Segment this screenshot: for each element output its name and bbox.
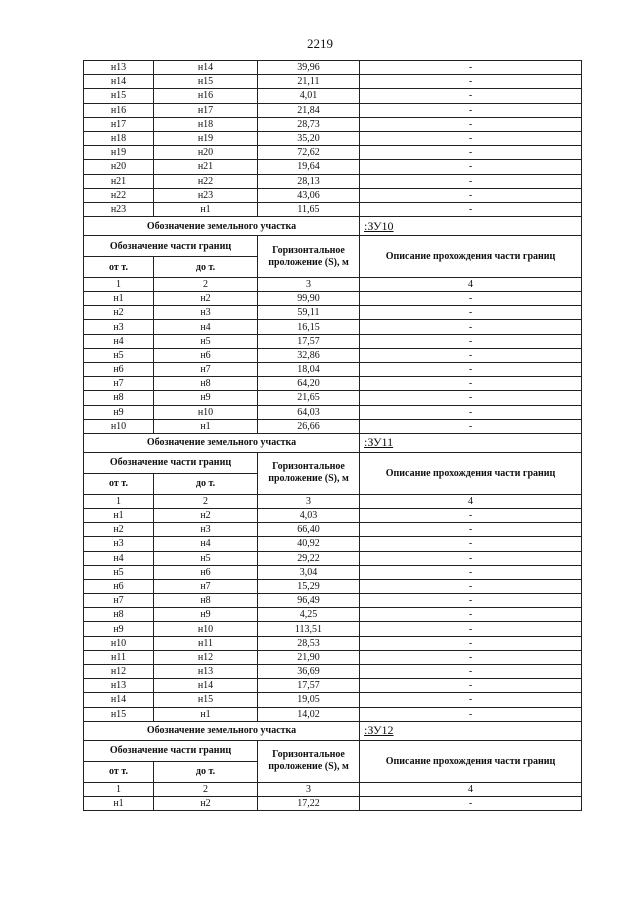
description-value: - (360, 594, 582, 608)
length-label: Горизонтальное проложение (S), м (258, 236, 360, 278)
length-value: 21,90 (258, 650, 360, 664)
from-point: н1 (84, 292, 154, 306)
to-label: до т. (154, 257, 258, 278)
to-point: н3 (154, 523, 258, 537)
to-point: н5 (154, 334, 258, 348)
length-value: 21,11 (258, 75, 360, 89)
description-value: - (360, 202, 582, 216)
length-value: 16,15 (258, 320, 360, 334)
description-value: - (360, 89, 582, 103)
table-row (84, 594, 582, 608)
table-row (84, 636, 582, 650)
length-value: 64,03 (258, 405, 360, 419)
to-point: н1 (154, 707, 258, 721)
table-row (84, 523, 582, 537)
to-point: н8 (154, 377, 258, 391)
table-row (84, 419, 582, 433)
part-label: Обозначение части границ (84, 236, 258, 257)
length-value: 19,05 (258, 693, 360, 707)
to-point: н3 (154, 306, 258, 320)
table-row (84, 174, 582, 188)
description-value: - (360, 131, 582, 145)
from-point: н7 (84, 594, 154, 608)
from-point: н5 (84, 348, 154, 362)
to-point: н21 (154, 160, 258, 174)
length-value: 99,90 (258, 292, 360, 306)
description-value: - (360, 636, 582, 650)
from-point: н10 (84, 636, 154, 650)
header-row (84, 452, 582, 473)
from-point: н21 (84, 174, 154, 188)
to-point: н16 (154, 89, 258, 103)
from-point: н1 (84, 796, 154, 810)
description-value: - (360, 188, 582, 202)
table-row (84, 405, 582, 419)
header-row (84, 236, 582, 257)
to-point: н2 (154, 292, 258, 306)
table-row (84, 320, 582, 334)
from-point: н23 (84, 202, 154, 216)
description-value: - (360, 679, 582, 693)
table-row (84, 131, 582, 145)
to-point: н4 (154, 320, 258, 334)
from-point: н8 (84, 608, 154, 622)
length-value: 28,53 (258, 636, 360, 650)
to-point: н2 (154, 796, 258, 810)
from-point: н6 (84, 579, 154, 593)
table-row (84, 377, 582, 391)
from-point: н4 (84, 551, 154, 565)
description-value: - (360, 665, 582, 679)
description-value: - (360, 320, 582, 334)
from-point: н9 (84, 405, 154, 419)
parcel-title-row (84, 433, 582, 452)
length-value: 4,01 (258, 89, 360, 103)
to-point: н14 (154, 679, 258, 693)
table-row (84, 188, 582, 202)
length-value: 28,13 (258, 174, 360, 188)
from-point: н14 (84, 693, 154, 707)
column-number-row (84, 278, 582, 292)
table-row (84, 160, 582, 174)
length-value: 4,03 (258, 508, 360, 522)
length-value: 17,57 (258, 334, 360, 348)
description-value: - (360, 419, 582, 433)
description-value: - (360, 707, 582, 721)
description-value: - (360, 391, 582, 405)
to-point: н22 (154, 174, 258, 188)
description-value: - (360, 146, 582, 160)
column-number: 1 (84, 782, 154, 796)
parcel-title-row (84, 721, 582, 740)
table-row (84, 292, 582, 306)
table-row (84, 707, 582, 721)
length-value: 36,69 (258, 665, 360, 679)
table-row (84, 679, 582, 693)
from-point: н14 (84, 75, 154, 89)
column-number: 2 (154, 278, 258, 292)
to-point: н9 (154, 608, 258, 622)
to-label: до т. (154, 473, 258, 494)
to-point: н20 (154, 146, 258, 160)
description-label: Описание прохождения части границ (360, 452, 582, 494)
from-label: от т. (84, 257, 154, 278)
from-point: н4 (84, 334, 154, 348)
description-value: - (360, 334, 582, 348)
to-point: н8 (154, 594, 258, 608)
column-number: 4 (360, 278, 582, 292)
description-value: - (360, 537, 582, 551)
from-point: н3 (84, 537, 154, 551)
length-value: 66,40 (258, 523, 360, 537)
from-point: н6 (84, 363, 154, 377)
table-row (84, 363, 582, 377)
header-row (84, 740, 582, 761)
length-label: Горизонтальное проложение (S), м (258, 452, 360, 494)
table-row (84, 650, 582, 664)
parcel-label: Обозначение земельного участка (84, 217, 360, 236)
from-point: н2 (84, 523, 154, 537)
description-value: - (360, 523, 582, 537)
boundary-table-body (84, 61, 582, 811)
part-label: Обозначение части границ (84, 452, 258, 473)
column-number: 4 (360, 494, 582, 508)
from-point: н20 (84, 160, 154, 174)
from-point: н15 (84, 707, 154, 721)
from-point: н2 (84, 306, 154, 320)
to-point: н11 (154, 636, 258, 650)
length-value: 40,92 (258, 537, 360, 551)
description-value: - (360, 508, 582, 522)
parcel-name: :ЗУ10 (360, 217, 582, 236)
length-value: 4,25 (258, 608, 360, 622)
to-point: н2 (154, 508, 258, 522)
table-row (84, 579, 582, 593)
from-point: н18 (84, 131, 154, 145)
table-row (84, 334, 582, 348)
description-value: - (360, 117, 582, 131)
to-point: н17 (154, 103, 258, 117)
length-value: 15,29 (258, 579, 360, 593)
to-point: н5 (154, 551, 258, 565)
length-label: Горизонтальное проложение (S), м (258, 740, 360, 782)
to-point: н1 (154, 202, 258, 216)
table-row (84, 622, 582, 636)
from-label: от т. (84, 473, 154, 494)
from-point: н12 (84, 665, 154, 679)
parcel-title-row (84, 217, 582, 236)
table-row (84, 103, 582, 117)
length-value: 14,02 (258, 707, 360, 721)
length-value: 3,04 (258, 565, 360, 579)
to-point: н6 (154, 565, 258, 579)
table-row (84, 391, 582, 405)
column-number: 3 (258, 494, 360, 508)
table-row (84, 306, 582, 320)
description-value: - (360, 61, 582, 75)
description-value: - (360, 622, 582, 636)
column-number: 2 (154, 782, 258, 796)
table-row (84, 565, 582, 579)
from-point: н15 (84, 89, 154, 103)
length-value: 19,64 (258, 160, 360, 174)
description-value: - (360, 292, 582, 306)
column-number: 1 (84, 278, 154, 292)
length-value: 35,20 (258, 131, 360, 145)
column-number: 4 (360, 782, 582, 796)
from-point: н10 (84, 419, 154, 433)
length-value: 72,62 (258, 146, 360, 160)
table-row (84, 693, 582, 707)
table-row (84, 61, 582, 75)
from-point: н5 (84, 565, 154, 579)
length-value: 32,86 (258, 348, 360, 362)
length-value: 29,22 (258, 551, 360, 565)
length-value: 21,84 (258, 103, 360, 117)
to-point: н14 (154, 61, 258, 75)
to-point: н6 (154, 348, 258, 362)
parcel-name: :ЗУ12 (360, 721, 582, 740)
from-point: н16 (84, 103, 154, 117)
parcel-label: Обозначение земельного участка (84, 721, 360, 740)
to-label: до т. (154, 761, 258, 782)
to-point: н18 (154, 117, 258, 131)
to-point: н15 (154, 75, 258, 89)
description-value: - (360, 306, 582, 320)
to-point: н7 (154, 579, 258, 593)
to-point: н19 (154, 131, 258, 145)
from-point: н1 (84, 508, 154, 522)
parcel-label: Обозначение земельного участка (84, 433, 360, 452)
description-value: - (360, 405, 582, 419)
description-value: - (360, 363, 582, 377)
description-value: - (360, 348, 582, 362)
length-value: 64,20 (258, 377, 360, 391)
length-value: 21,65 (258, 391, 360, 405)
from-point: н13 (84, 61, 154, 75)
column-number: 1 (84, 494, 154, 508)
to-point: н7 (154, 363, 258, 377)
table-row (84, 608, 582, 622)
parcel-name: :ЗУ11 (360, 433, 582, 452)
length-value: 113,51 (258, 622, 360, 636)
table-row (84, 665, 582, 679)
description-value: - (360, 608, 582, 622)
from-point: н3 (84, 320, 154, 334)
column-number-row (84, 494, 582, 508)
to-point: н1 (154, 419, 258, 433)
length-value: 59,11 (258, 306, 360, 320)
description-value: - (360, 565, 582, 579)
column-number: 2 (154, 494, 258, 508)
page-number: 2219 (307, 36, 333, 51)
description-value: - (360, 796, 582, 810)
description-value: - (360, 551, 582, 565)
length-value: 43,06 (258, 188, 360, 202)
description-value: - (360, 103, 582, 117)
length-value: 96,49 (258, 594, 360, 608)
from-point: н11 (84, 650, 154, 664)
column-number: 3 (258, 278, 360, 292)
description-value: - (360, 693, 582, 707)
description-label: Описание прохождения части границ (360, 740, 582, 782)
description-value: - (360, 174, 582, 188)
description-value: - (360, 75, 582, 89)
from-point: н7 (84, 377, 154, 391)
description-value: - (360, 579, 582, 593)
to-point: н15 (154, 693, 258, 707)
table-row (84, 146, 582, 160)
column-number: 3 (258, 782, 360, 796)
to-point: н12 (154, 650, 258, 664)
length-value: 18,04 (258, 363, 360, 377)
to-point: н10 (154, 622, 258, 636)
boundary-table (83, 60, 582, 811)
from-point: н13 (84, 679, 154, 693)
description-value: - (360, 650, 582, 664)
length-value: 17,57 (258, 679, 360, 693)
table-row (84, 508, 582, 522)
length-value: 28,73 (258, 117, 360, 131)
table-row (84, 551, 582, 565)
from-point: н9 (84, 622, 154, 636)
description-value: - (360, 160, 582, 174)
to-point: н10 (154, 405, 258, 419)
description-label: Описание прохождения части границ (360, 236, 582, 278)
table-row (84, 202, 582, 216)
table-row (84, 89, 582, 103)
to-point: н23 (154, 188, 258, 202)
length-value: 11,65 (258, 202, 360, 216)
to-point: н13 (154, 665, 258, 679)
table-row (84, 348, 582, 362)
column-number-row (84, 782, 582, 796)
from-point: н19 (84, 146, 154, 160)
description-value: - (360, 377, 582, 391)
length-value: 17,22 (258, 796, 360, 810)
from-point: н8 (84, 391, 154, 405)
from-point: н17 (84, 117, 154, 131)
to-point: н4 (154, 537, 258, 551)
to-point: н9 (154, 391, 258, 405)
table-row (84, 75, 582, 89)
length-value: 39,96 (258, 61, 360, 75)
table-row (84, 537, 582, 551)
from-point: н22 (84, 188, 154, 202)
length-value: 26,66 (258, 419, 360, 433)
from-label: от т. (84, 761, 154, 782)
part-label: Обозначение части границ (84, 740, 258, 761)
table-row (84, 796, 582, 810)
table-row (84, 117, 582, 131)
